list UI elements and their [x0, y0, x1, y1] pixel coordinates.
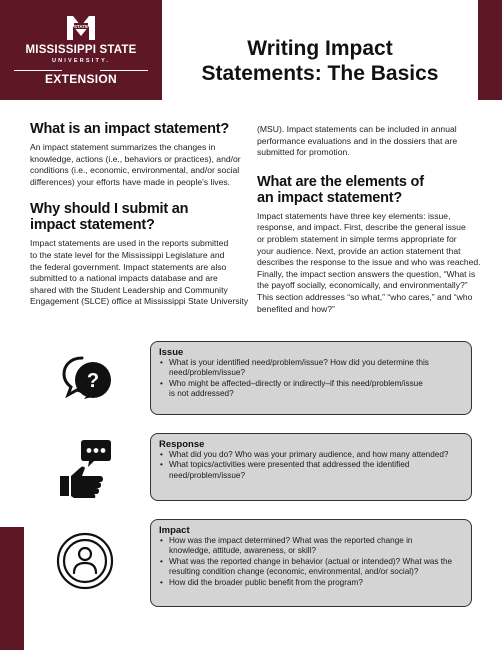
paragraph-elements: Impact statements have three key elements: issue, response, and impact. First, describe the general issue or problem statement in simple terms appropriate for your audience. Next, provide an action statement that describes the response to the issue and who was reached. Finally, the impact section answers the question, “What is the payoff socially, economically, and environmentally?” This section addresses “so what,” “who cares,” and “who benefited and how?” [257, 210, 481, 314]
hand-speech-bubble-icon [58, 438, 112, 500]
response-bullet: • What did you do? Who was your primary audience, and how many attended? [159, 450, 463, 460]
impact-bullet: • How was the impact determined? What was the reported change in knowledge, attitude, awareness, or skill? [159, 536, 463, 557]
heading-what-is: What is an impact statement? [30, 121, 230, 137]
svg-text:STATE: STATE [73, 24, 89, 29]
paragraph-what-is: An impact statement summarizes the changes in knowledge, actions (i.e., behaviors or practices), and/or conditions (i.e., economic, environmental, and/or social differences) your efforts have made in people's lives. [30, 142, 241, 187]
speech-bubbles-question-icon [60, 352, 116, 402]
issue-card [150, 341, 472, 415]
logo-name: MISSISSIPPI STATE [25, 44, 137, 56]
logo-rule-left [14, 70, 62, 71]
footer-left-band [0, 527, 24, 650]
response-card [150, 433, 472, 501]
svg-text:?: ? [86, 370, 100, 392]
right-column [257, 121, 481, 315]
logo-rule-right [100, 70, 148, 71]
left-column [30, 121, 249, 308]
document-title: Writing Impact Statements: The Basics [201, 37, 439, 85]
paragraph-continued: (MSU). Impact statements can be included in annual performance evaluations and in the dossiers that are submitted for promotion. [257, 124, 458, 158]
impact-bullet: • What was the reported change in behavior (actual or intended)? What was the resulting condition change (economic, environmental, and/or social)? [159, 557, 463, 578]
logo-extension: EXTENSION [44, 72, 118, 86]
impact-card-title: Impact [159, 525, 190, 536]
response-card-title: Response [159, 439, 205, 450]
heading-elements: What are the elements of an impact statement? [257, 173, 424, 206]
paragraph-why-submit: Impact statements are used in the reports submitted to the state level for the Mississippi Legislature and the federal government. Impact statements are also submitted to a national impacts database and are shared with the Student Leadership and Community Engagement (SLCE) office at Mississippi State University [30, 238, 249, 307]
person-circle-icon [56, 532, 114, 590]
issue-card-title: Issue [159, 347, 184, 358]
impact-bullet: • How did the broader public benefit from the program? [159, 578, 463, 588]
issue-bullet: • What is your identified need/problem/issue? How did you determine this need/problem/issue? [159, 358, 463, 379]
heading-why-submit: Why should I submit an impact statement? [30, 201, 189, 234]
impact-card [150, 519, 472, 607]
msu-m-logo-icon [65, 14, 97, 42]
issue-bullet: • Who might be affected–directly or indirectly–if this need/problem/issue is not addressed? [159, 379, 463, 400]
issue-bullet-list [159, 358, 463, 400]
header-right-band [478, 0, 502, 100]
response-bullet: • What topics/activities were presented that addressed the identified need/problem/issue? [159, 460, 463, 481]
response-bullet-list [159, 450, 463, 481]
impact-bullet-list [159, 536, 463, 588]
extension-logo-block [0, 0, 162, 100]
logo-university: UNIVERSITY. [51, 58, 111, 64]
